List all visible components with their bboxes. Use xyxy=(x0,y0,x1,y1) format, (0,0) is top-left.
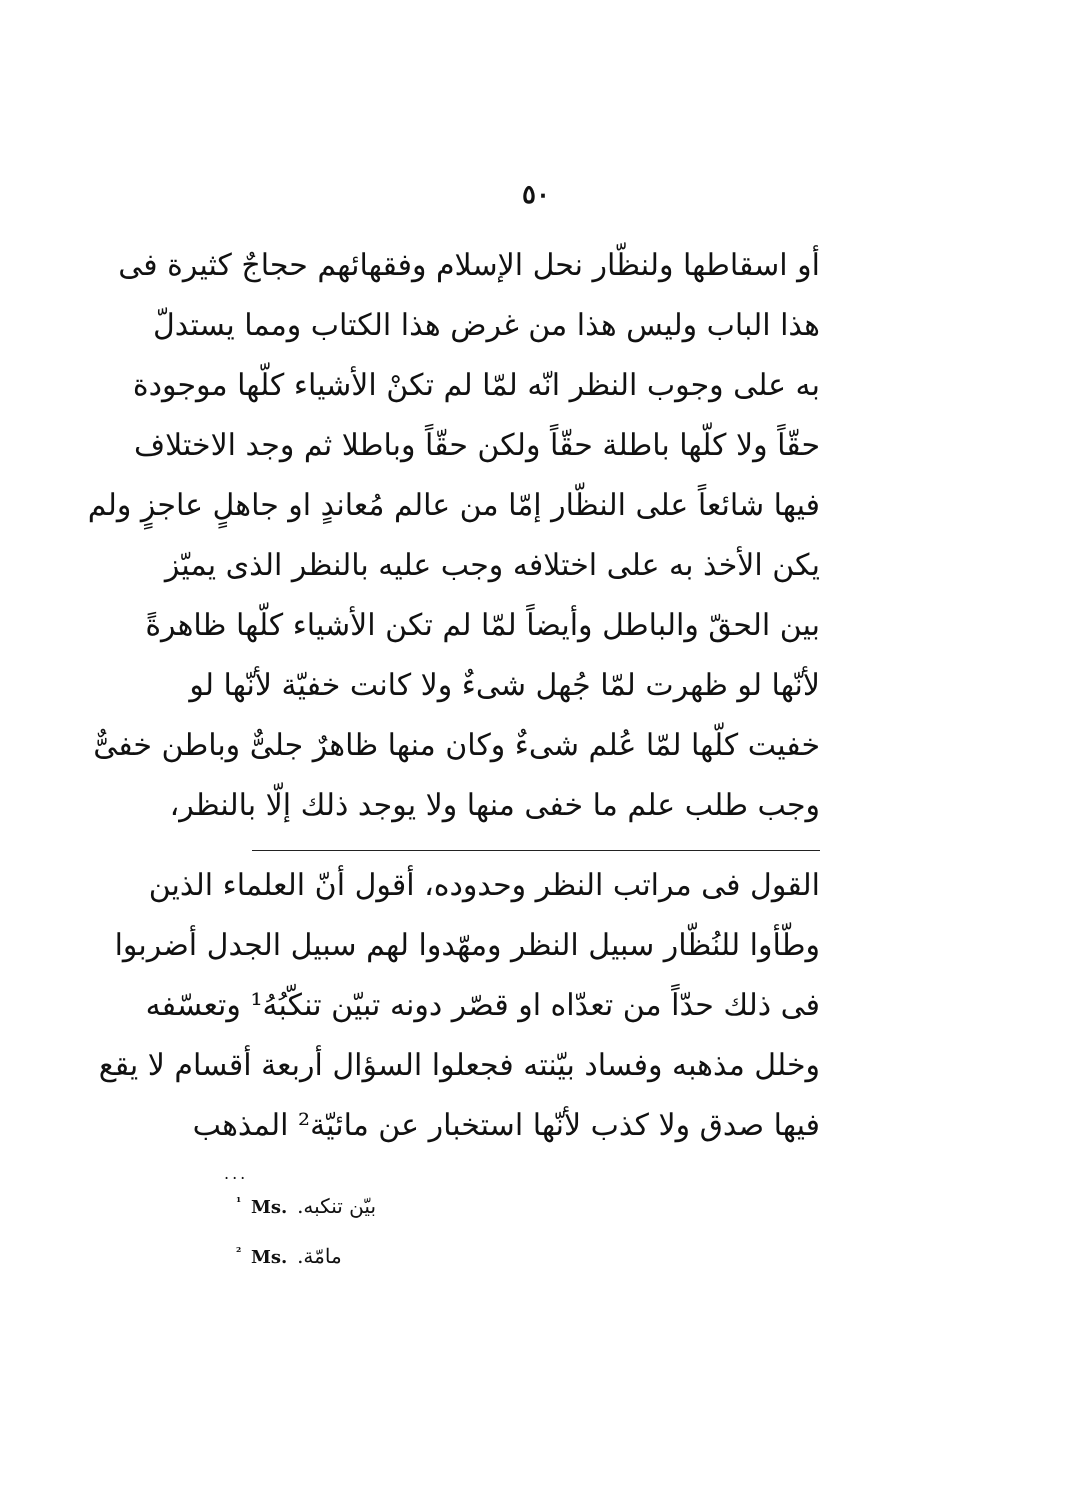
text-line: وطّأوا للنُظّار سبيل النظر ومهّدوا لهم سبيل الجدل أضربوا xyxy=(114,928,820,963)
footnote xyxy=(236,1244,342,1268)
text-line: لأنّها لو ظهرت لمّا جُهل شىءٌ ولا كانت خفيّة لأنّها لو xyxy=(189,668,820,703)
page-number: ٥٠ xyxy=(522,180,550,210)
text-line: أو اسقاطها ولنظّار نحل الإسلام وفقهائهم حجاجٌ كثيرة فى xyxy=(118,248,820,283)
main-text xyxy=(87,236,820,1166)
continuation-dots: ... xyxy=(224,1164,249,1183)
footnote-reading: بيّن تنكبه. xyxy=(297,1194,377,1218)
text-line: فيها صدق ولا كذب لأنّها استخبار عن مائيّة² المذهب xyxy=(192,1108,820,1143)
text-line: فيها شائعاً على النظّار إمّا من عالم مُعاندٍ او جاهلٍ عاجزٍ ولم xyxy=(87,488,820,523)
text-line: وخلل مذهبه وفساد بيّنته فجعلوا السؤال أربعة أقسام لا يقع xyxy=(98,1048,820,1083)
footnote xyxy=(236,1194,376,1218)
footnote-reading: مامّة. xyxy=(297,1244,342,1268)
text-line: حقّاً ولا كلّها باطلة حقّاً ولكن حقّاً وباطلا ثم وجد الاختلاف xyxy=(133,428,820,463)
text-line: خفيت كلّها لمّا عُلم شىءٌ وكان منها ظاهرٌ جلىٌّ وباطن خفىٌّ xyxy=(93,728,820,763)
text-line: فى ذلك حدّاً من تعدّاه او قصّر دونه تبيّن تنكّبُهُ¹ وتعسّفه xyxy=(145,988,820,1023)
text-line: بين الحقّ والباطل وأيضاً لمّا لم تكن الأشياء كلّها ظاهرةً xyxy=(145,608,820,643)
footnote-mark: ¹ xyxy=(236,1195,242,1209)
footnote-label: Ms. xyxy=(251,1247,288,1268)
text-line: به على وجوب النظر انّه لمّا لم تكنْ الأشياء كلّها موجودة xyxy=(132,368,820,403)
section-divider xyxy=(252,850,820,851)
text-line: هذا الباب وليس هذا من غرض هذا الكتاب ومما يستدلّ xyxy=(152,308,820,343)
text-line: القول فى مراتب النظر وحدوده، أقول أنّ العلماء الذين xyxy=(148,868,820,903)
footnote-label: Ms. xyxy=(251,1197,288,1218)
footnote-mark: ² xyxy=(236,1245,242,1259)
text-line: يكن الأخذ به على اختلافه وجب عليه بالنظر الذى يميّز xyxy=(164,548,820,583)
text-line: وجب طلب علم ما خفى منها ولا يوجد ذلك إلّا بالنظر، xyxy=(169,788,820,823)
